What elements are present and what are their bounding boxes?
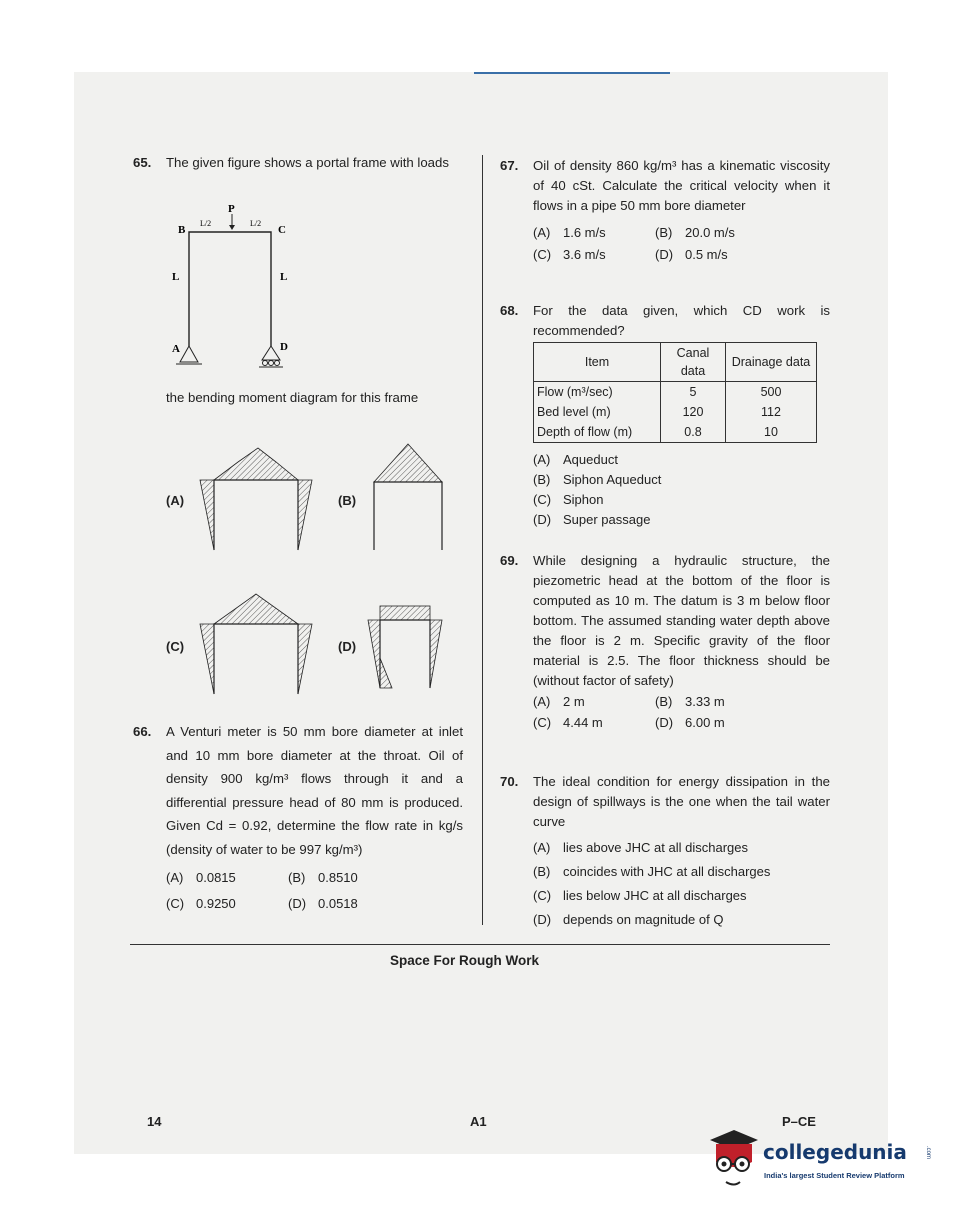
page-number: 14 [147, 1114, 162, 1129]
option-c[interactable]: (C) Siphon [533, 492, 604, 507]
option-d[interactable]: (D) 6.00 m [655, 715, 725, 730]
support-a-label: A [172, 343, 180, 355]
option-c[interactable]: (C) lies below JHC at all discharges [533, 888, 747, 903]
table-header: Drainage data [726, 343, 817, 382]
options-grid [166, 865, 463, 917]
logo-domain-suffix: .com [925, 1146, 931, 1160]
option-a[interactable]: (A) 0.0815 [166, 870, 236, 885]
collegedunia-mascot-icon [704, 1122, 762, 1194]
bmd-option-a [196, 440, 316, 552]
option-d[interactable]: (D) 0.5 m/s [655, 247, 728, 262]
bmd-option-d [366, 598, 446, 690]
question-67 [500, 156, 830, 266]
table-header-row [534, 343, 817, 382]
question-number: 67. [500, 158, 519, 173]
option-c[interactable]: (C) 3.6 m/s [533, 247, 606, 262]
load-p-label: P [228, 203, 235, 215]
question-text: While designing a hydraulic structure, the piezometric head at the bottom of the floor is computed as 10 m. The datum is 3 m below floor bottom. The assumed standing water depth above the floor is 2 m. Specific gravity of the floor material is 2.5. The floor thickness should be (without factor of safety) [533, 553, 830, 688]
option-a-label: (A) [166, 493, 185, 508]
question-68 [500, 301, 830, 341]
half-span-left-label: L/2 [200, 219, 212, 228]
option-a[interactable]: (A) Aqueduct [533, 452, 618, 467]
option-c[interactable]: (C) 0.9250 [166, 896, 236, 911]
half-span-right-label: L/2 [250, 219, 262, 228]
option-d-label: (D) [338, 639, 357, 654]
support-d-label: D [280, 341, 288, 353]
question-text: The ideal condition for energy dissipation in the design of spillways is the one when the tail water curve [533, 774, 830, 829]
option-c[interactable]: (C) 4.44 m [533, 715, 603, 730]
options-list [533, 450, 830, 530]
options-list [533, 836, 830, 932]
roller-support-d [262, 346, 280, 360]
option-d[interactable]: (D) 0.0518 [288, 896, 358, 911]
rough-work-divider [130, 944, 830, 945]
booklet-set: A1 [470, 1114, 487, 1129]
table-header: Canal data [661, 343, 726, 382]
bmd-option-c [196, 586, 316, 698]
question-70 [500, 772, 830, 932]
top-accent-line [474, 72, 670, 74]
option-c-label: (C) [166, 639, 185, 654]
option-a[interactable]: (A) 2 m [533, 694, 585, 709]
question-number: 68. [500, 303, 519, 318]
question-text: Oil of density 860 kg/m³ has a kinematic viscosity of 40 cSt. Calculate the critical velocity when it flows in a pipe 50 mm bore diameter [533, 158, 830, 213]
question-65 [133, 153, 463, 173]
options-grid [533, 222, 830, 266]
joint-c-label: C [278, 224, 286, 236]
table-header: Item [534, 343, 661, 382]
portal-frame-figure [160, 196, 310, 386]
right-height-label: L [280, 271, 288, 283]
option-b[interactable]: (B) 20.0 m/s [655, 225, 735, 240]
options-grid [533, 691, 830, 733]
bmd-option-b [368, 440, 448, 552]
column-divider [482, 155, 483, 925]
question-69 [500, 551, 830, 733]
question-number: 66. [133, 724, 152, 739]
question-number: 70. [500, 774, 519, 789]
option-a[interactable]: (A) 1.6 m/s [533, 225, 606, 240]
option-b[interactable]: (B) coincides with JHC at all discharges [533, 864, 771, 879]
logo-wordmark: collegedunia [763, 1140, 907, 1164]
option-a[interactable]: (A) lies above JHC at all discharges [533, 840, 748, 855]
question-text: For the data given, which CD work is recommended? [533, 303, 830, 338]
table-row: Bed level (m) 120 112 [534, 402, 817, 422]
question-66 [133, 720, 463, 917]
table-row: Flow (m³/sec) 5 500 [534, 382, 817, 403]
rough-work-heading: Space For Rough Work [390, 953, 540, 968]
option-b-label: (B) [338, 493, 357, 508]
option-b[interactable]: (B) 3.33 m [655, 694, 725, 709]
question-number: 69. [500, 553, 519, 568]
question-text: The given figure shows a portal frame with loads [166, 155, 449, 170]
option-d[interactable]: (D) depends on magnitude of Q [533, 912, 724, 927]
question-number: 65. [133, 155, 152, 170]
hinge-support-a [180, 346, 198, 362]
option-b[interactable]: (B) 0.8510 [288, 870, 358, 885]
table-row: Depth of flow (m) 0.8 10 [534, 422, 817, 443]
cd-data-table [533, 342, 817, 443]
logo-tagline: India's largest Student Review Platform [764, 1171, 905, 1180]
option-d[interactable]: (D) Super passage [533, 512, 651, 527]
option-b[interactable]: (B) Siphon Aqueduct [533, 472, 662, 487]
question-text: A Venturi meter is 50 mm bore diameter at inlet and 10 mm bore diameter at the throat. Oil of density 900 kg/m³ flows through it and a differential pressure head of 80 mm is produced. Given Cd = 0.92, determine the flow rate in kg/s (density of water to be 997 kg/m³) [166, 724, 463, 857]
paper-code: P–CE [782, 1114, 816, 1129]
question-text-continued: the bending moment diagram for this frame [166, 390, 419, 405]
left-height-label: L [172, 271, 180, 283]
question-65-continued [133, 388, 463, 408]
joint-b-label: B [178, 224, 186, 236]
question-68-options [500, 450, 830, 530]
